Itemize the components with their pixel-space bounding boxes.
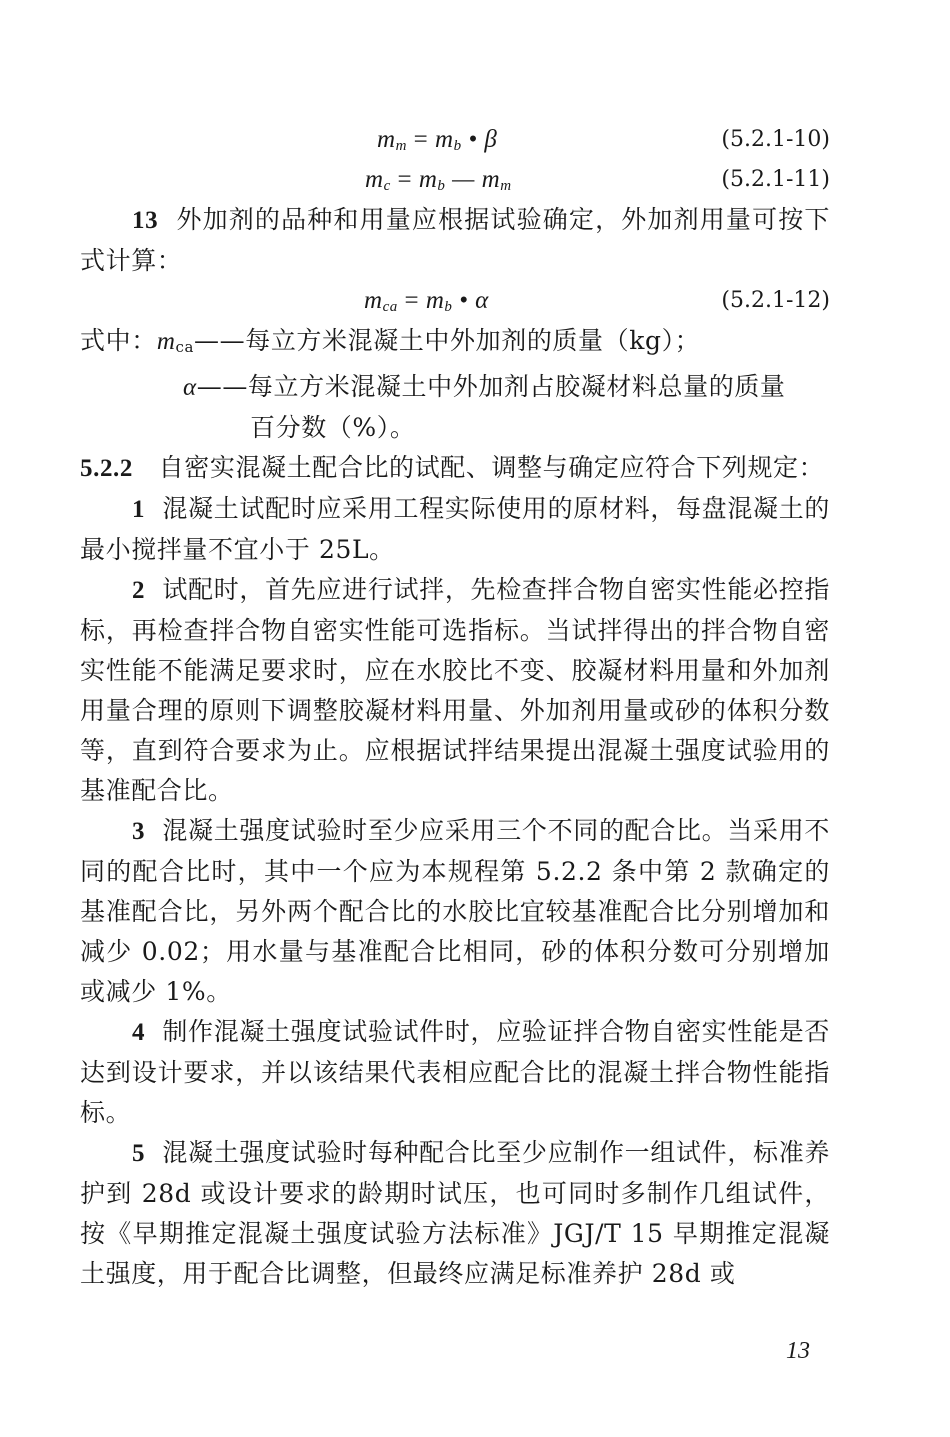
formula-5-2-1-10 — [80, 120, 830, 160]
formula-number: (5.2.1-12) — [721, 288, 830, 313]
item-number: 5 — [132, 1140, 146, 1167]
item-text: 混凝土试配时应采用工程实际使用的原材料，每盘混凝土的最小搅拌量不宜小于 25L。 — [80, 494, 831, 564]
item-5 — [80, 1133, 830, 1294]
formula-5-2-1-11 — [80, 160, 830, 200]
item-number: 3 — [132, 818, 146, 845]
item-2 — [80, 570, 830, 811]
formula-expression: $m_m = m_b$ • β — [377, 126, 498, 154]
item-4 — [80, 1012, 830, 1133]
formula-number: (5.2.1-10) — [721, 127, 830, 152]
item-text: 试配时，首先应进行试拌，先检查拌合物自密实性能必控指标，再检查拌合物自密实性能可选指标。当试拌得出的拌合物自密实性能不能满足要求时，应在水胶比不变、胶凝材料用量和外加剂用量合理的原则下调整胶凝材料用量、外加剂用量或砂的体积分数等，直到符合要求为止。应根据试拌结果提出混凝土强度试验用的基准配合比。 — [80, 575, 831, 805]
item-text: 外加剂的品种和用量应根据试验确定，外加剂用量可按下式计算： — [80, 205, 830, 275]
formula-5-2-1-12 — [80, 281, 830, 321]
item-3 — [80, 811, 830, 1012]
section-text: 自密实混凝土配合比的试配、调整与确定应符合下列规定： — [158, 453, 825, 482]
definition-alpha-continued: 百分数（%）。 — [250, 413, 416, 442]
definition-mca: 式中：$m_{ca}——$每立方米混凝土中外加剂的质量（kg）； — [80, 326, 701, 356]
formula-expression: $m_c = m_b$ — $m_m$ — [365, 166, 512, 194]
formula-number: (5.2.1-11) — [721, 167, 830, 192]
item-number: 2 — [132, 577, 146, 604]
document-page — [80, 120, 830, 1294]
page-number: 13 — [786, 1338, 810, 1364]
item-text: 混凝土强度试验时至少应采用三个不同的配合比。当采用不同的配合比时，其中一个应为本规程第 5.2.2 条中第 2 款确定的基准配合比，另外两个配合比的水胶比宜较基准配合比分别增加和减少 0.02；用水量与基准配合比相同，砂的体积分数可分别增加或减少 1%。 — [80, 816, 831, 1006]
item-number: 13 — [132, 207, 159, 234]
item-number: 1 — [132, 496, 146, 523]
item-1 — [80, 489, 830, 570]
symbol-definitions — [80, 321, 830, 448]
item-13 — [80, 200, 830, 281]
formula-expression: $m_{ca} = m_b$ • α — [364, 287, 489, 315]
item-text: 混凝土强度试验时每种配合比至少应制作一组试件，标准养护到 28d 或设计要求的龄期时试压，也可同时多制作几组试件，按《早期推定混凝土强度试验方法标准》JGJ/T 15 早期推定混凝土强度，用于配合比调整，但最终应满足标准养护 28d 或 — [80, 1138, 831, 1288]
section-number: 5.2.2 — [80, 455, 133, 482]
section-5-2-2 — [80, 448, 830, 489]
item-number: 4 — [132, 1019, 146, 1046]
item-text: 制作混凝土强度试验试件时，应验证拌合物自密实性能是否达到设计要求，并以该结果代表相应配合比的混凝土拌合物性能指标。 — [80, 1017, 831, 1127]
definition-alpha: α——每立方米混凝土中外加剂占胶凝材料总量的质量 — [183, 372, 786, 401]
